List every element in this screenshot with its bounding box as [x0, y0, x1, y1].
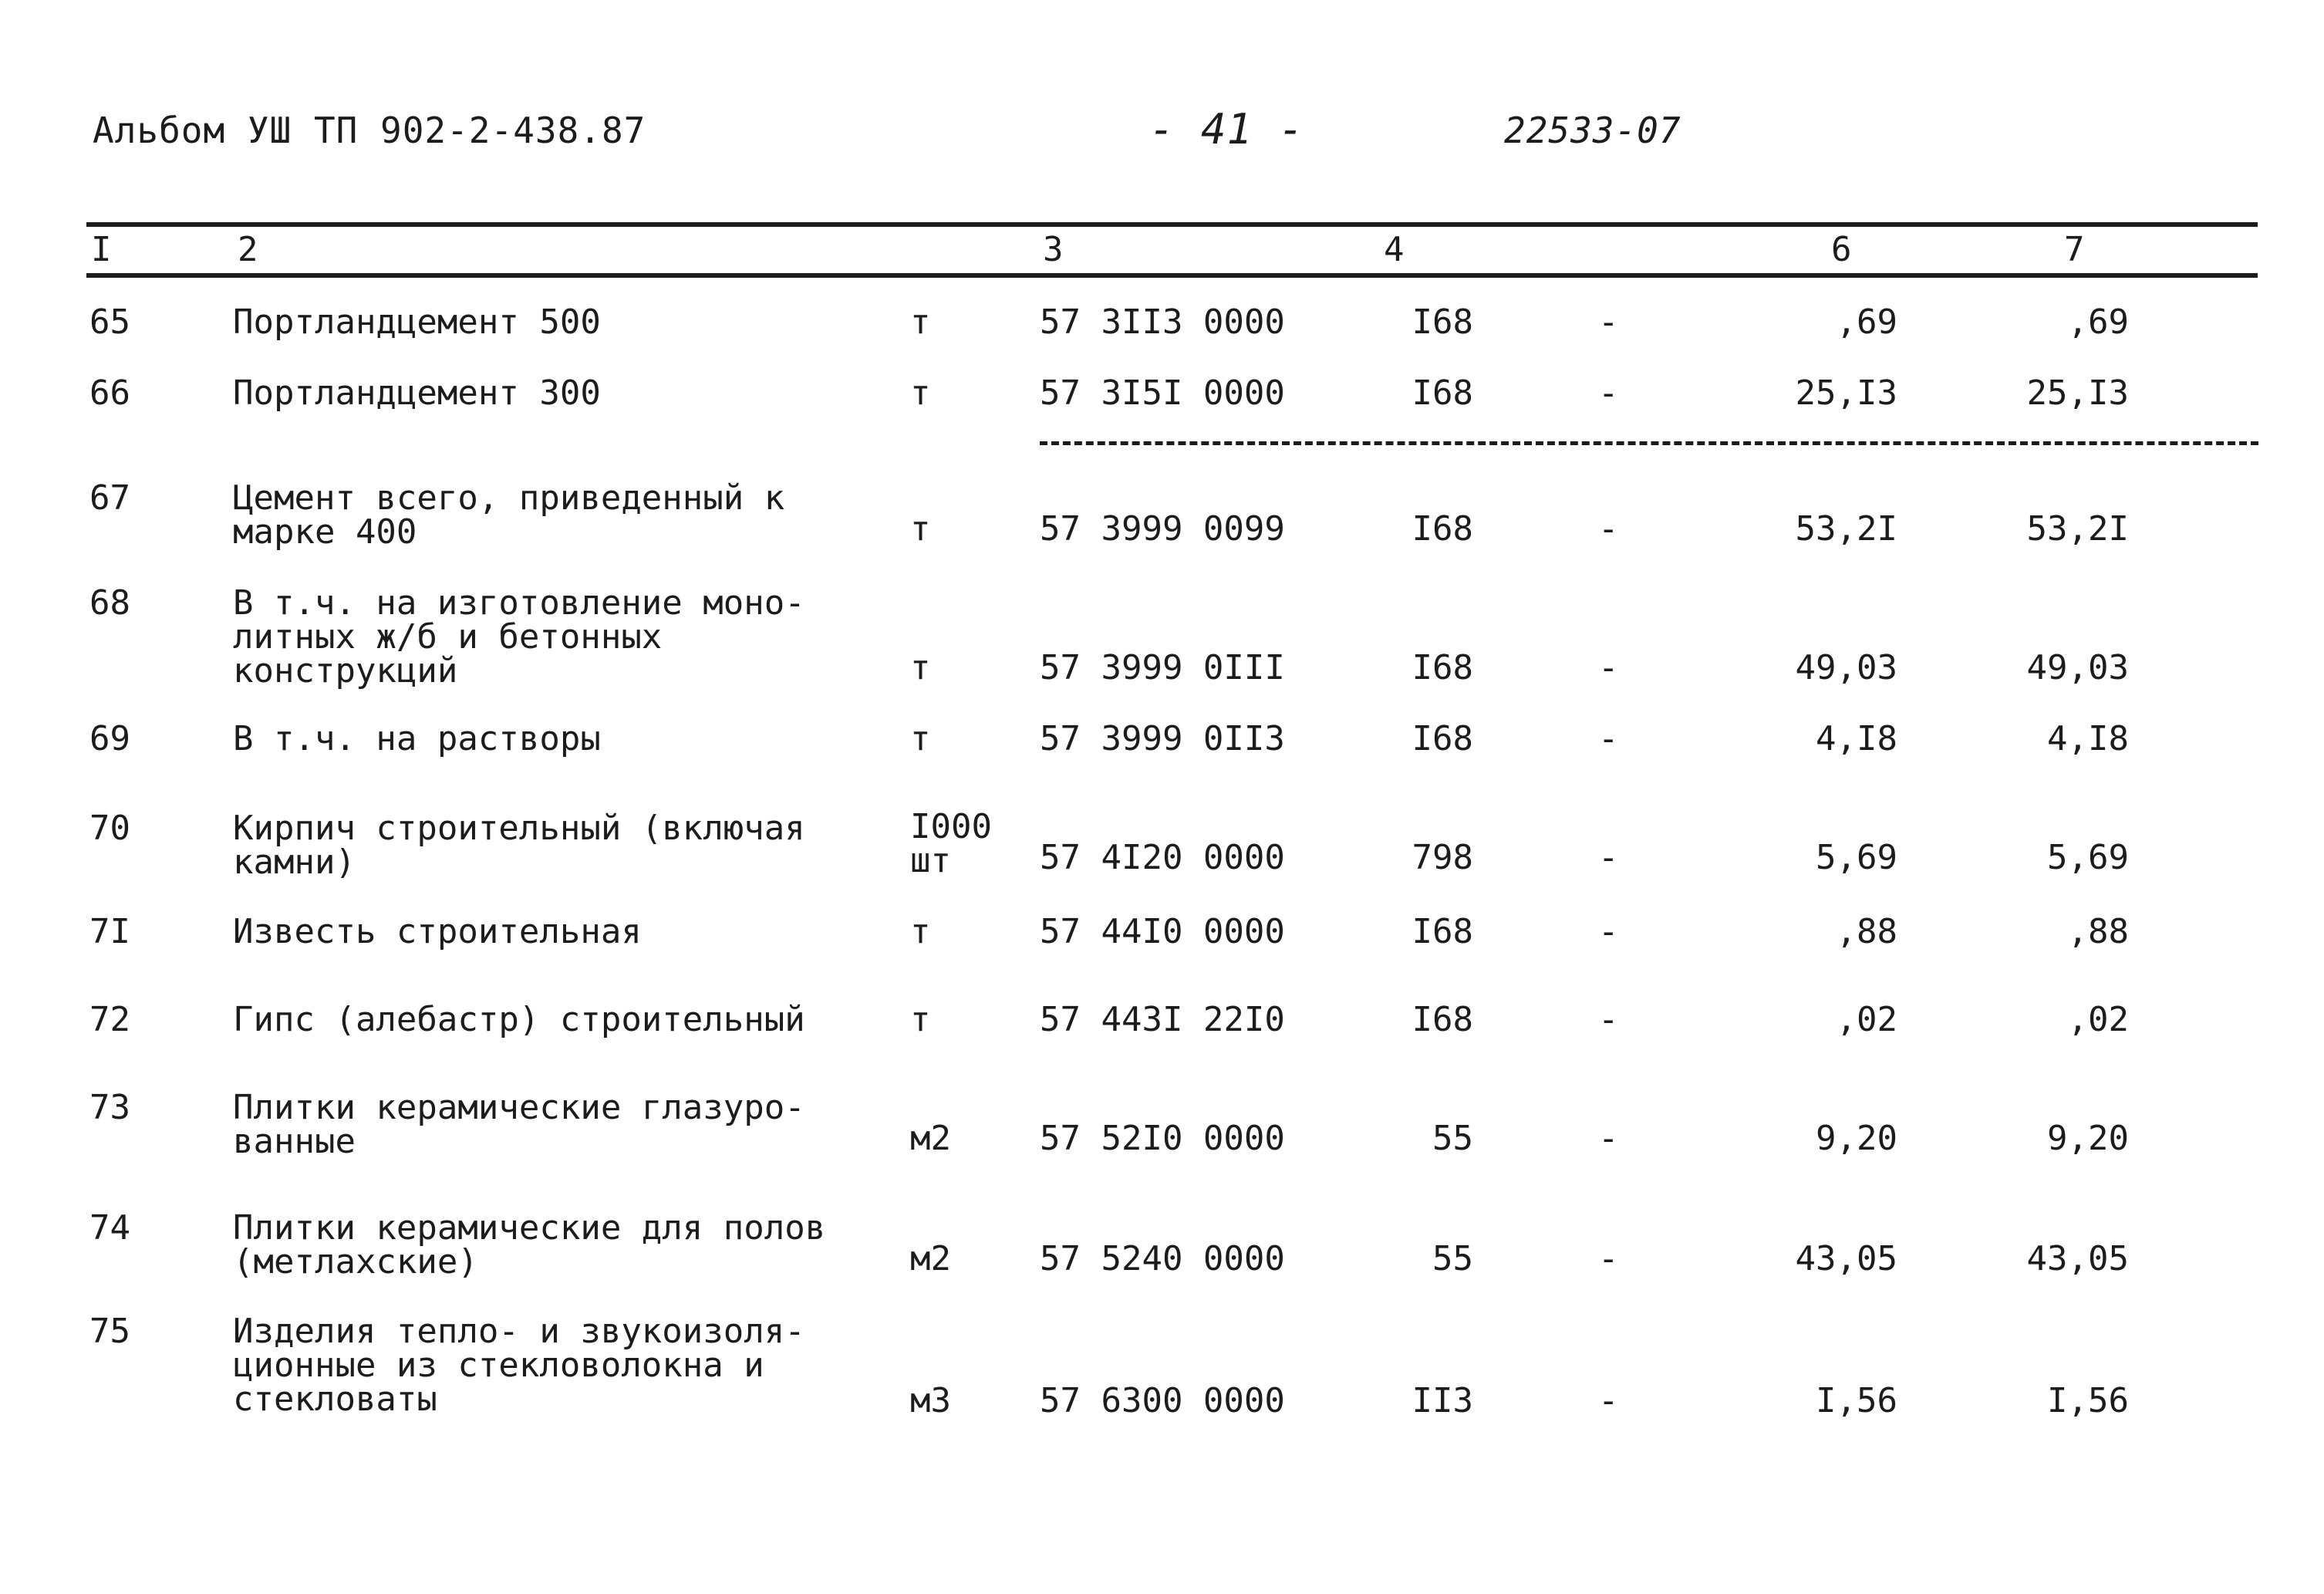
column-7-value: 49,03	[2026, 648, 2129, 687]
product-code: 57 3II3 0000	[1040, 302, 1285, 342]
material-name: В т.ч. на растворы	[233, 719, 601, 758]
unit-of-measure: м3	[910, 1381, 951, 1420]
product-code: 57 3999 0II3	[1040, 719, 1285, 758]
material-name: Кирпич строительный (включая камни)	[233, 809, 805, 882]
unit-code: 55	[1432, 1119, 1473, 1158]
unit-of-measure: т	[910, 509, 931, 549]
unit-of-measure: м2	[910, 1119, 951, 1158]
product-code: 57 4I20 0000	[1040, 838, 1285, 877]
unit-code: II3	[1412, 1381, 1473, 1420]
unit-code: I68	[1412, 373, 1473, 413]
material-name: Портландцемент 500	[233, 302, 601, 342]
material-name: Портландцемент 300	[233, 373, 601, 413]
document-code: 22533-07	[1504, 110, 1681, 151]
column-5-value: -	[1598, 719, 1619, 758]
column-5-value: -	[1598, 373, 1619, 413]
row-number: 67	[89, 478, 130, 518]
product-code: 57 6300 0000	[1040, 1381, 1285, 1420]
row-number: 68	[89, 583, 130, 623]
column-6-value: ,02	[1836, 1000, 1897, 1039]
column-6-value: 43,05	[1795, 1239, 1897, 1278]
row-number: 72	[89, 1000, 130, 1039]
row-number: 70	[89, 809, 130, 848]
column-5-value: -	[1598, 648, 1619, 687]
column-5-value: -	[1598, 1239, 1619, 1278]
column-7-value: 5,69	[2047, 838, 2129, 877]
product-code: 57 3I5I 0000	[1040, 373, 1285, 413]
column-6-value: 49,03	[1795, 648, 1897, 687]
unit-of-measure: т	[910, 648, 931, 687]
column-5-value: -	[1598, 302, 1619, 342]
unit-code: 55	[1432, 1239, 1473, 1278]
column-5-value: -	[1598, 1000, 1619, 1039]
column-6-value: ,69	[1836, 302, 1897, 342]
column-7-value: I,56	[2047, 1381, 2129, 1420]
column-7-value: 25,I3	[2026, 373, 2129, 413]
column-6-value: ,88	[1836, 912, 1897, 951]
unit-of-measure: т	[910, 719, 931, 758]
column-header-2: 2	[238, 230, 258, 269]
column-5-value: -	[1598, 912, 1619, 951]
row-number: 74	[89, 1208, 130, 1248]
unit-code: I68	[1412, 648, 1473, 687]
column-7-value: ,69	[2067, 302, 2129, 342]
column-5-value: -	[1598, 838, 1619, 877]
column-6-value: 9,20	[1816, 1119, 1897, 1158]
table-header-rule	[86, 273, 2258, 278]
column-7-value: 53,2I	[2026, 509, 2129, 549]
material-name: Цемент всего, приведенный к марке 400	[233, 478, 785, 552]
unit-code: I68	[1412, 719, 1473, 758]
page-number: - 41 -	[1149, 105, 1305, 154]
column-5-value: -	[1598, 509, 1619, 549]
column-7-value: ,88	[2067, 912, 2129, 951]
material-name: В т.ч. на изготовление моно- литных ж/б и бетонных конструкций	[233, 583, 805, 691]
column-header-3: 3	[1043, 230, 1064, 269]
unit-of-measure: т	[910, 1000, 931, 1039]
row-number: 7I	[89, 912, 130, 951]
material-name: Известь строительная	[233, 912, 642, 951]
album-designation: Альбом УШ ТП 902-2-438.87	[93, 110, 646, 151]
product-code: 57 5240 0000	[1040, 1239, 1285, 1278]
column-header-4: 4	[1384, 230, 1405, 269]
subtotal-dashed-divider	[1040, 441, 2258, 445]
unit-code: I68	[1412, 1000, 1473, 1039]
material-name: Плитки керамические для полов (метлахские)	[233, 1208, 826, 1282]
column-6-value: 25,I3	[1795, 373, 1897, 413]
column-header-6: 6	[1831, 230, 1852, 269]
product-code: 57 3999 0099	[1040, 509, 1285, 549]
row-number: 73	[89, 1088, 130, 1127]
column-6-value: 5,69	[1816, 838, 1897, 877]
product-code: 57 3999 0III	[1040, 648, 1285, 687]
material-name: Гипс (алебастр) строительный	[233, 1000, 805, 1039]
product-code: 57 443I 22I0	[1040, 1000, 1285, 1039]
column-7-value: 43,05	[2026, 1239, 2129, 1278]
material-name: Изделия тепло- и звукоизоля- ционные из стекловолокна и стекловаты	[233, 1312, 805, 1419]
unit-code: I68	[1412, 912, 1473, 951]
column-7-value: 4,I8	[2047, 719, 2129, 758]
material-name: Плитки керамические глазуро- ванные	[233, 1088, 805, 1161]
column-7-value: 9,20	[2047, 1119, 2129, 1158]
unit-code: I68	[1412, 302, 1473, 342]
column-6-value: 4,I8	[1816, 719, 1897, 758]
column-5-value: -	[1598, 1119, 1619, 1158]
unit-of-measure: т	[910, 912, 931, 951]
row-number: 65	[89, 302, 130, 342]
product-code: 57 44I0 0000	[1040, 912, 1285, 951]
column-5-value: -	[1598, 1381, 1619, 1420]
column-6-value: I,56	[1816, 1381, 1897, 1420]
row-number: 69	[89, 719, 130, 758]
column-6-value: 53,2I	[1795, 509, 1897, 549]
table-top-rule	[86, 222, 2258, 227]
row-number: 66	[89, 373, 130, 413]
product-code: 57 52I0 0000	[1040, 1119, 1285, 1158]
column-header-7: 7	[2064, 230, 2085, 269]
unit-code: I68	[1412, 509, 1473, 549]
unit-of-measure: т	[910, 302, 931, 342]
unit-code: 798	[1412, 838, 1473, 877]
unit-of-measure: м2	[910, 1239, 951, 1278]
unit-of-measure: т	[910, 373, 931, 413]
column-7-value: ,02	[2067, 1000, 2129, 1039]
column-header-1: I	[91, 230, 112, 269]
row-number: 75	[89, 1312, 130, 1351]
unit-of-measure: I000 шт	[910, 807, 992, 880]
